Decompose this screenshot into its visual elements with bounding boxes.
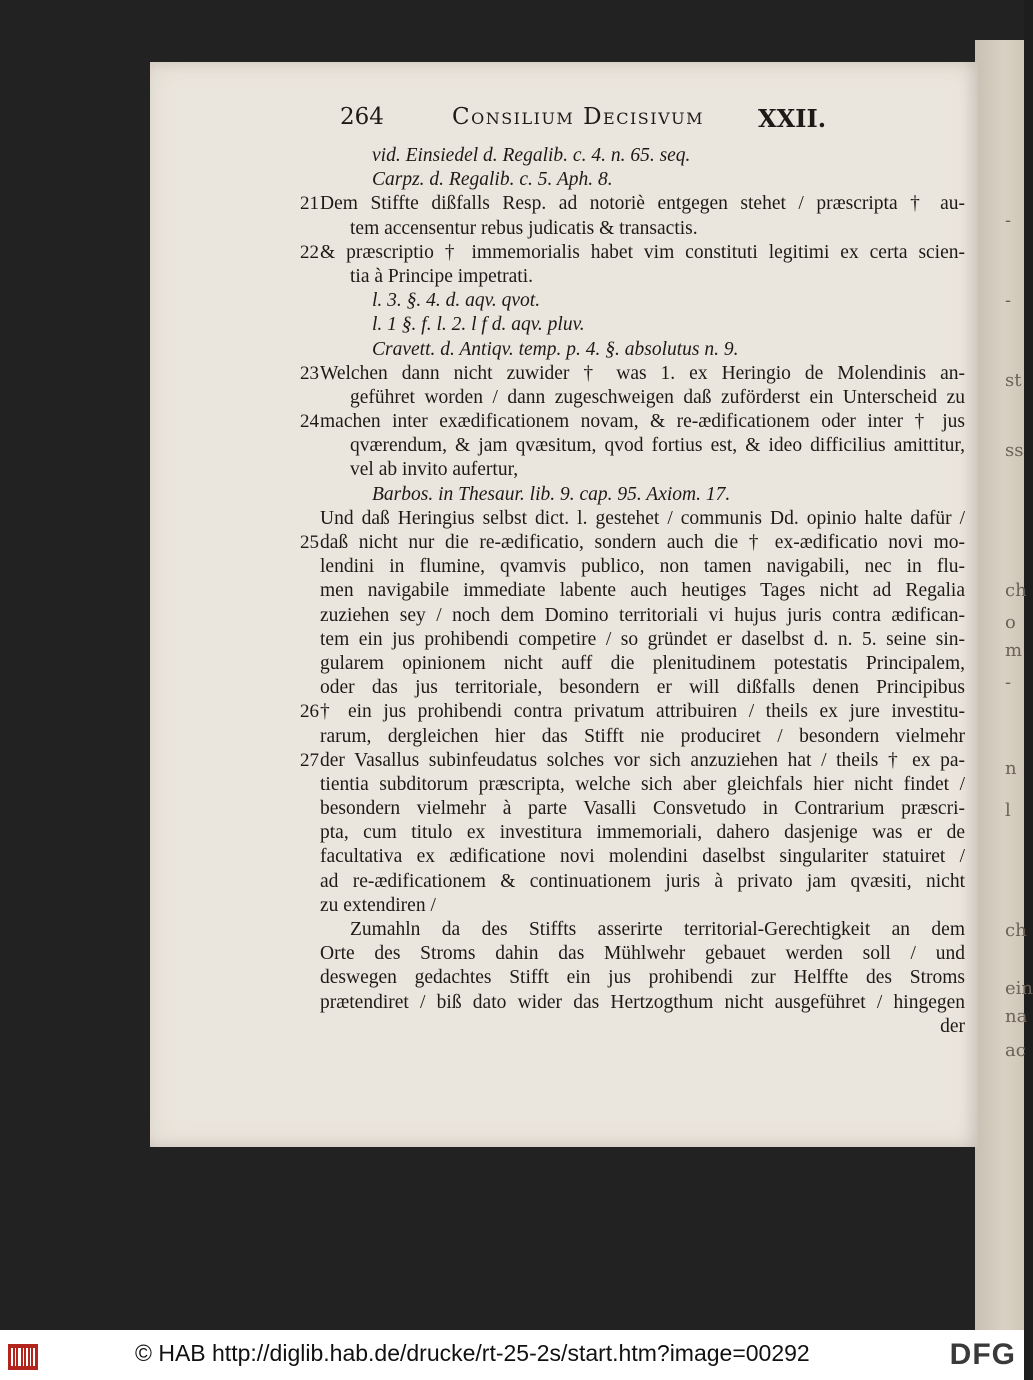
text-line (320, 942, 965, 966)
line-text: qværendum, & jam qvæsitum, qvod fortius est, & ideo difficilius amittitur, (350, 435, 965, 457)
line-text: Zumahln da des Stiffts asserirte territorial-Gerechtigkeit an dem (350, 919, 965, 940)
margin-number: 27 (300, 749, 319, 771)
line-text: & præscriptio † immemorialis habet vim constituti legitimi ex certa scien- (320, 241, 965, 263)
margin-number: 24 (300, 411, 319, 433)
text-line (300, 749, 965, 773)
line-text: Cravett. d. Antiqv. temp. p. 4. §. absolutus n. 9. (372, 338, 739, 360)
line-text: daß nicht nur die re-ædificatio, sondern auch die † ex-ædificatio novi mo- (320, 532, 965, 553)
text-line (300, 192, 965, 216)
text-line (320, 676, 965, 700)
text-line (320, 313, 965, 337)
text-line (320, 507, 965, 531)
chapter-number: XXII. (758, 104, 827, 133)
text-line (300, 410, 965, 434)
text-line (320, 483, 965, 507)
adjacent-fragment: ch (1005, 920, 1027, 941)
line-text: geführet worden / dann zugeschweigen daß zuförderst ein Unterscheid zu (350, 386, 965, 408)
margin-number: 22 (300, 241, 319, 263)
text-line (320, 386, 965, 410)
text-line (320, 991, 965, 1015)
line-text: Orte des Stroms dahin das Mühlwehr gebauet werden soll / und (320, 943, 965, 965)
adjacent-fragment: o (1005, 612, 1016, 633)
page-number: 264 (340, 104, 384, 130)
line-text: Barbos. in Thesaur. lib. 9. cap. 95. Axiom. 17. (372, 483, 731, 505)
text-line (320, 797, 965, 821)
margin-number: 26 (300, 701, 319, 723)
line-text: men navigabile immediate labente auch heutiges Tages nicht ad Regalia (320, 580, 965, 602)
text-line (320, 845, 965, 869)
adjacent-fragment: n (1005, 758, 1017, 779)
body-text (300, 144, 965, 1039)
line-text: vel ab invito aufertur, (350, 459, 519, 481)
line-text: zu extendiren / (320, 894, 436, 916)
line-text: Dem Stiffte dißfalls Resp. ad notoriè entgegen stehet / præscripta † au- (320, 193, 965, 215)
text-line (320, 652, 965, 676)
line-text: machen inter exædificationem novam, & re-ædificationem oder inter † jus (320, 411, 965, 433)
adjacent-fragment: ein (1005, 978, 1033, 999)
text-line (320, 579, 965, 603)
line-text: oder das jus territoriale, besondern er will dißfalls denen Principibus (320, 677, 965, 699)
line-text: rarum, dergleichen hier das Stifft nie produciret / besondern vielmehr (320, 725, 965, 747)
text-line (320, 894, 965, 918)
document-page (150, 62, 978, 1147)
line-text: Und daß Heringius selbst dict. l. gestehet / communis Dd. opinio halte dafür / (320, 507, 965, 529)
text-line (320, 1015, 965, 1039)
text-line (320, 821, 965, 845)
line-text: tia à Principe impetrati. (350, 265, 534, 287)
text-line (300, 362, 965, 386)
line-text: besondern vielmehr à parte Vasalli Consvetudo in Contrarium præscri- (320, 798, 965, 820)
margin-number: 23 (300, 362, 319, 384)
adjacent-fragment: ch (1005, 580, 1027, 601)
dfg-logo: DFG (949, 1338, 1016, 1371)
text-line (320, 628, 965, 652)
text-line (320, 265, 965, 289)
text-line (300, 531, 965, 555)
text-line (320, 870, 965, 894)
line-text: prætendiret / biß dato wider das Hertzogthum nicht ausgeführet / hingegen (320, 991, 965, 1013)
line-text: tem ein jus prohibendi competire / so gründet er daselbst d. n. 5. seine sin- (320, 628, 965, 650)
text-line (300, 241, 965, 265)
line-text: † ein jus prohibendi contra privatum attribuiren / theils ex jure investitu- (320, 701, 965, 723)
line-text: Welchen dann nicht zuwider † was 1. ex Heringio de Molendinis an- (320, 362, 965, 384)
line-text: l. 3. §. 4. d. aqv. qvot. (372, 290, 541, 312)
text-line (320, 966, 965, 990)
barcode-icon (8, 1344, 38, 1370)
line-text: vid. Einsiedel d. Regalib. c. 4. n. 65. seq. (372, 145, 691, 166)
adjacent-fragment: - (1005, 290, 1012, 311)
adjacent-fragment: na (1005, 1006, 1028, 1027)
line-text: gularem opinionem nicht auff die plenitudinem potestatis Principalem, (320, 652, 965, 674)
text-line (320, 918, 965, 942)
margin-number: 21 (300, 193, 319, 215)
line-text: lendini in flumine, qvamvis publico, non tamen navigabili, nec in flu- (320, 556, 965, 578)
line-text: tem accensentur rebus judicatis & transactis. (350, 217, 698, 239)
adjacent-fragment: st (1005, 370, 1022, 391)
text-line (320, 773, 965, 797)
adjacent-fragment: l (1005, 800, 1011, 821)
text-line (320, 289, 965, 313)
text-line (320, 458, 965, 482)
line-text: Carpz. d. Regalib. c. 5. Aph. 8. (372, 169, 613, 191)
viewer-footer (0, 1330, 1024, 1380)
adjacent-fragment: - (1005, 672, 1012, 693)
adjacent-page-edge (975, 40, 1033, 1330)
line-text: deswegen gedachtes Stifft ein jus prohibendi zur Helffte des Stroms (320, 967, 965, 989)
line-text: ad re-ædificationem & continuationem juris à privato jam qvæsiti, nicht (320, 870, 965, 892)
source-credit: © HAB http://diglib.hab.de/drucke/rt-25-2s/start.htm?image=00292 (135, 1340, 810, 1366)
adjacent-fragment: - (1005, 210, 1012, 231)
page-header (340, 104, 860, 140)
text-line (320, 555, 965, 579)
line-text: l. 1 §. f. l. 2. l f d. aqv. pluv. (372, 314, 585, 336)
text-line (320, 338, 965, 362)
text-line (320, 604, 965, 628)
adjacent-fragment: ac (1005, 1040, 1026, 1061)
line-text: tientia subditorum præscripta, welche sich aber gleichfals hier nicht findet / (320, 773, 965, 795)
line-text: facultativa ex ædificatione novi molendini daselbst singulariter statuiret / (320, 846, 965, 868)
line-text: zuziehen sey / noch dem Domino territoriali vi hujus juris contra ædifican- (320, 604, 965, 626)
line-text: der (940, 1015, 965, 1037)
text-line (320, 168, 965, 192)
text-line (320, 217, 965, 241)
text-line (320, 725, 965, 749)
line-text: der Vasallus subinfeudatus solches vor sich anzuziehen hat / theils † ex pa- (320, 749, 965, 771)
margin-number: 25 (300, 532, 319, 553)
text-line (300, 700, 965, 724)
text-line (320, 144, 965, 168)
running-title: Consilium Decisivum (452, 104, 705, 130)
adjacent-fragment: ss (1005, 440, 1024, 461)
text-line (320, 434, 965, 458)
line-text: pta, cum titulo ex investitura immemoriali, dahero dasjenige was er de (320, 822, 965, 844)
adjacent-fragment: m (1005, 640, 1023, 661)
